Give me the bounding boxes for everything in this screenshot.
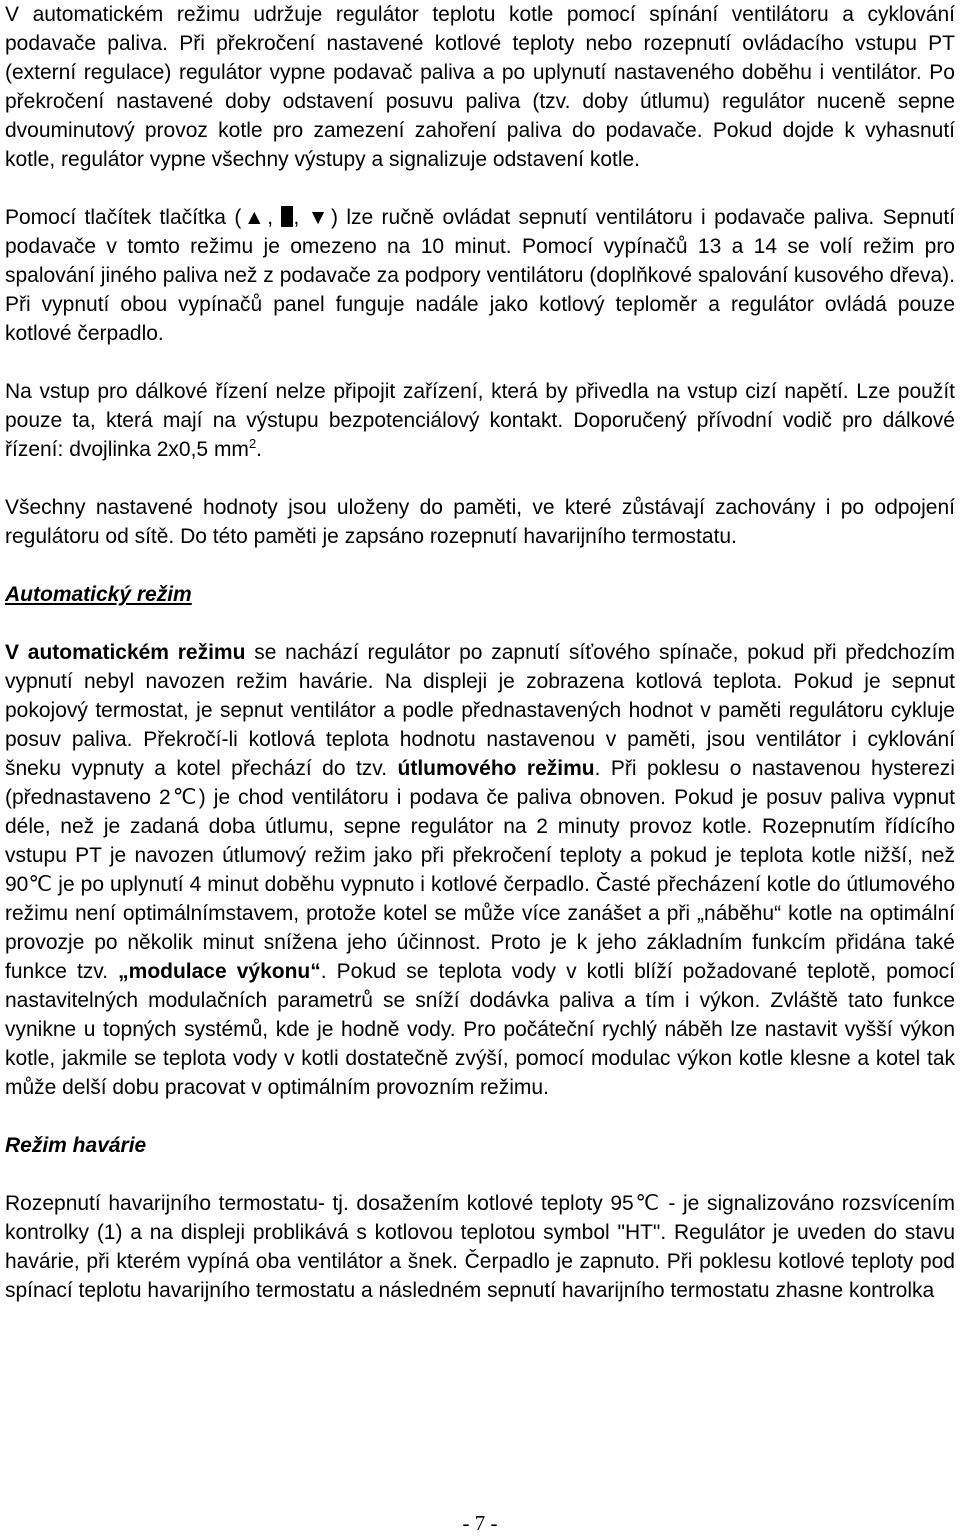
intro-paragraph: V automatickém režimu udržuje regulátor teplotu kotle pomocí spínání ventilátoru a cyklování podavače paliva. Při překročení nastavené kotlové teploty nebo rozepnutí ovládacího vstupu PT (externí regulace) regulátor vypne podavač paliva a po uplynutí nastaveného doběhu i ventilátor. Po překročení nastavené doby odstavení posuvu paliva (tzv. doby útlumu) regulátor nuceně sepne dvouminutový provoz kotle pro zamezení zahoření paliva do podavače. Pokud dojde k vyhasnutí kotle, regulátor vypne všechny výstupy a signalizuje odstavení kotle. [5, 3, 955, 171]
remote-text: Na vstup pro dálkové řízení nelze připojit zařízení, která by přivedla na vstup cizí napětí. Lze použít pouze ta, která mají na výstupu bezpotenciálový kontakt. Doporučený přívodní vodič pro dálkové řízení: dvojlinka 2x0,5 mm [5, 380, 955, 461]
auto-text-3: . Pokud se teplota vody v kotli blíží požadované teplotě, pomocí nastavitelných modulačních parametrů se sníží dodávka paliva a tím i výkon. Zvláště tato funkce vynikne u topných systémů, kde je hodně vody. Pro počáteční rychlý náběh lze nastavit vyšší výkon kotle, jakmile se teplota vody v kotli dostatečně zvýší, pomocí modulac výkon kotle klesne a kotel tak může delší dobu pracovat v optimálním provozním režimu. [5, 960, 956, 1099]
buttons-paragraph [5, 203, 955, 348]
triangle-up-icon: ▲ [241, 206, 268, 229]
auto-lead: V automatickém režimu [5, 641, 246, 664]
auto-text-2: . Při poklesu o nastavenou hysterezi (přednastaveno 2℃) je chod ventilátoru i podava če paliva obnoven. Pokud je posuv paliva vypnut déle, než je zadaná doba útlumu, sepne regulátor na 2 minuty provoz kotle. Rozepnutím řídícího vstupu PT je navozen útlumový režim jako při překročení teploty a pokud je teplota kotle nižší, než 90℃ je po uplynutí 4 minut doběhu vypnuto i kotlové čerpadlo. Časté přecházení kotle do útlumového režimu není optimálnímstavem, protože kotel se může více zanášet a při „náběhu“ kotle na optimální provozje po několik minut snížena jeho účinnost. Proto je k jeho základním funkcím přidána také funkce tzv. [5, 757, 955, 983]
auto-bold-3: „modulace výkonu“ [118, 960, 321, 983]
emergency-paragraph: Rozepnutí havarijního termostatu- tj. dosažením kotlové teploty 95℃ - je signalizováno rozsvícením kontrolky (1) a na displeji problikává s kotlovou teplotou symbol "HT". Regulátor je uveden do stavu havárie, při kterém vypíná oba ventilátor a šnek. Čerpadlo je zapnuto. Při poklesu kotlové teploty pod spínací teplotu havarijního termostatu a následném sepnutí havarijního termostatu zhasne kontrolka [5, 1192, 955, 1302]
auto-paragraph [5, 638, 955, 1102]
spacer [5, 1102, 955, 1131]
spacer [5, 348, 955, 377]
remote-end: . [256, 438, 263, 461]
buttons-rest: ) lze ručně ovládat sepnutí ventilátoru i podavače paliva. Sepnutí podavače v tomto režimu je omezeno na 10 minut. Pomocí vypínačů 13 a 14 se volí režim pro spalování jiného paliva než z podavače za podpory ventilátoru (doplňkové spalování kusového dřeva). Při vypnutí obou vypínačů panel funguje nadále jako kotlový teploměr a regulátor ovládá pouze kotlové čerpadlo. [5, 206, 956, 345]
buttons-separator: , [293, 206, 308, 229]
memory-paragraph: Všechny nastavené hodnoty jsou uloženy do paměti, ve které zůstávají zachovány i po odpojení regulátoru od sítě. Do této paměti je zapsáno rozepnutí havarijního termostatu. [5, 496, 955, 548]
auto-heading: Automatický režim [5, 583, 192, 606]
buttons-prefix: Pomocí tlačítek tlačítka ( [5, 206, 242, 229]
remote-paragraph [5, 377, 955, 464]
page-number: - 7 - [462, 1511, 498, 1535]
spacer [5, 174, 955, 203]
triangle-down-icon: ▼ [307, 206, 331, 229]
auto-text-1: se nachází regulátor po zapnutí síťového spínače, pokud při předchozím vypnutí nebyl navozen režim havárie. Na displeji je zobrazena kotlová teplota. Pokud je sepnut pokojový termostat, je sepnut ventilátor a podle přednastavených hodnot v paměti regulátoru cykluje posuv paliva. Překročí-li kotlová teplota hodnotu nastavenou v paměti, jsou ventilátor i cyklování šneku vypnuty a kotel přechází do tzv. [5, 641, 955, 780]
spacer [5, 551, 955, 580]
square-block-icon [281, 206, 293, 227]
spacer [5, 464, 955, 493]
spacer [5, 609, 955, 638]
buttons-separator: , [267, 206, 282, 229]
auto-bold-2: útlumového režimu [397, 757, 595, 780]
spacer [5, 1160, 955, 1189]
emergency-heading: Režim havárie [5, 1134, 147, 1157]
document-page [5, 0, 955, 1305]
remote-superscript: 2 [248, 436, 257, 451]
